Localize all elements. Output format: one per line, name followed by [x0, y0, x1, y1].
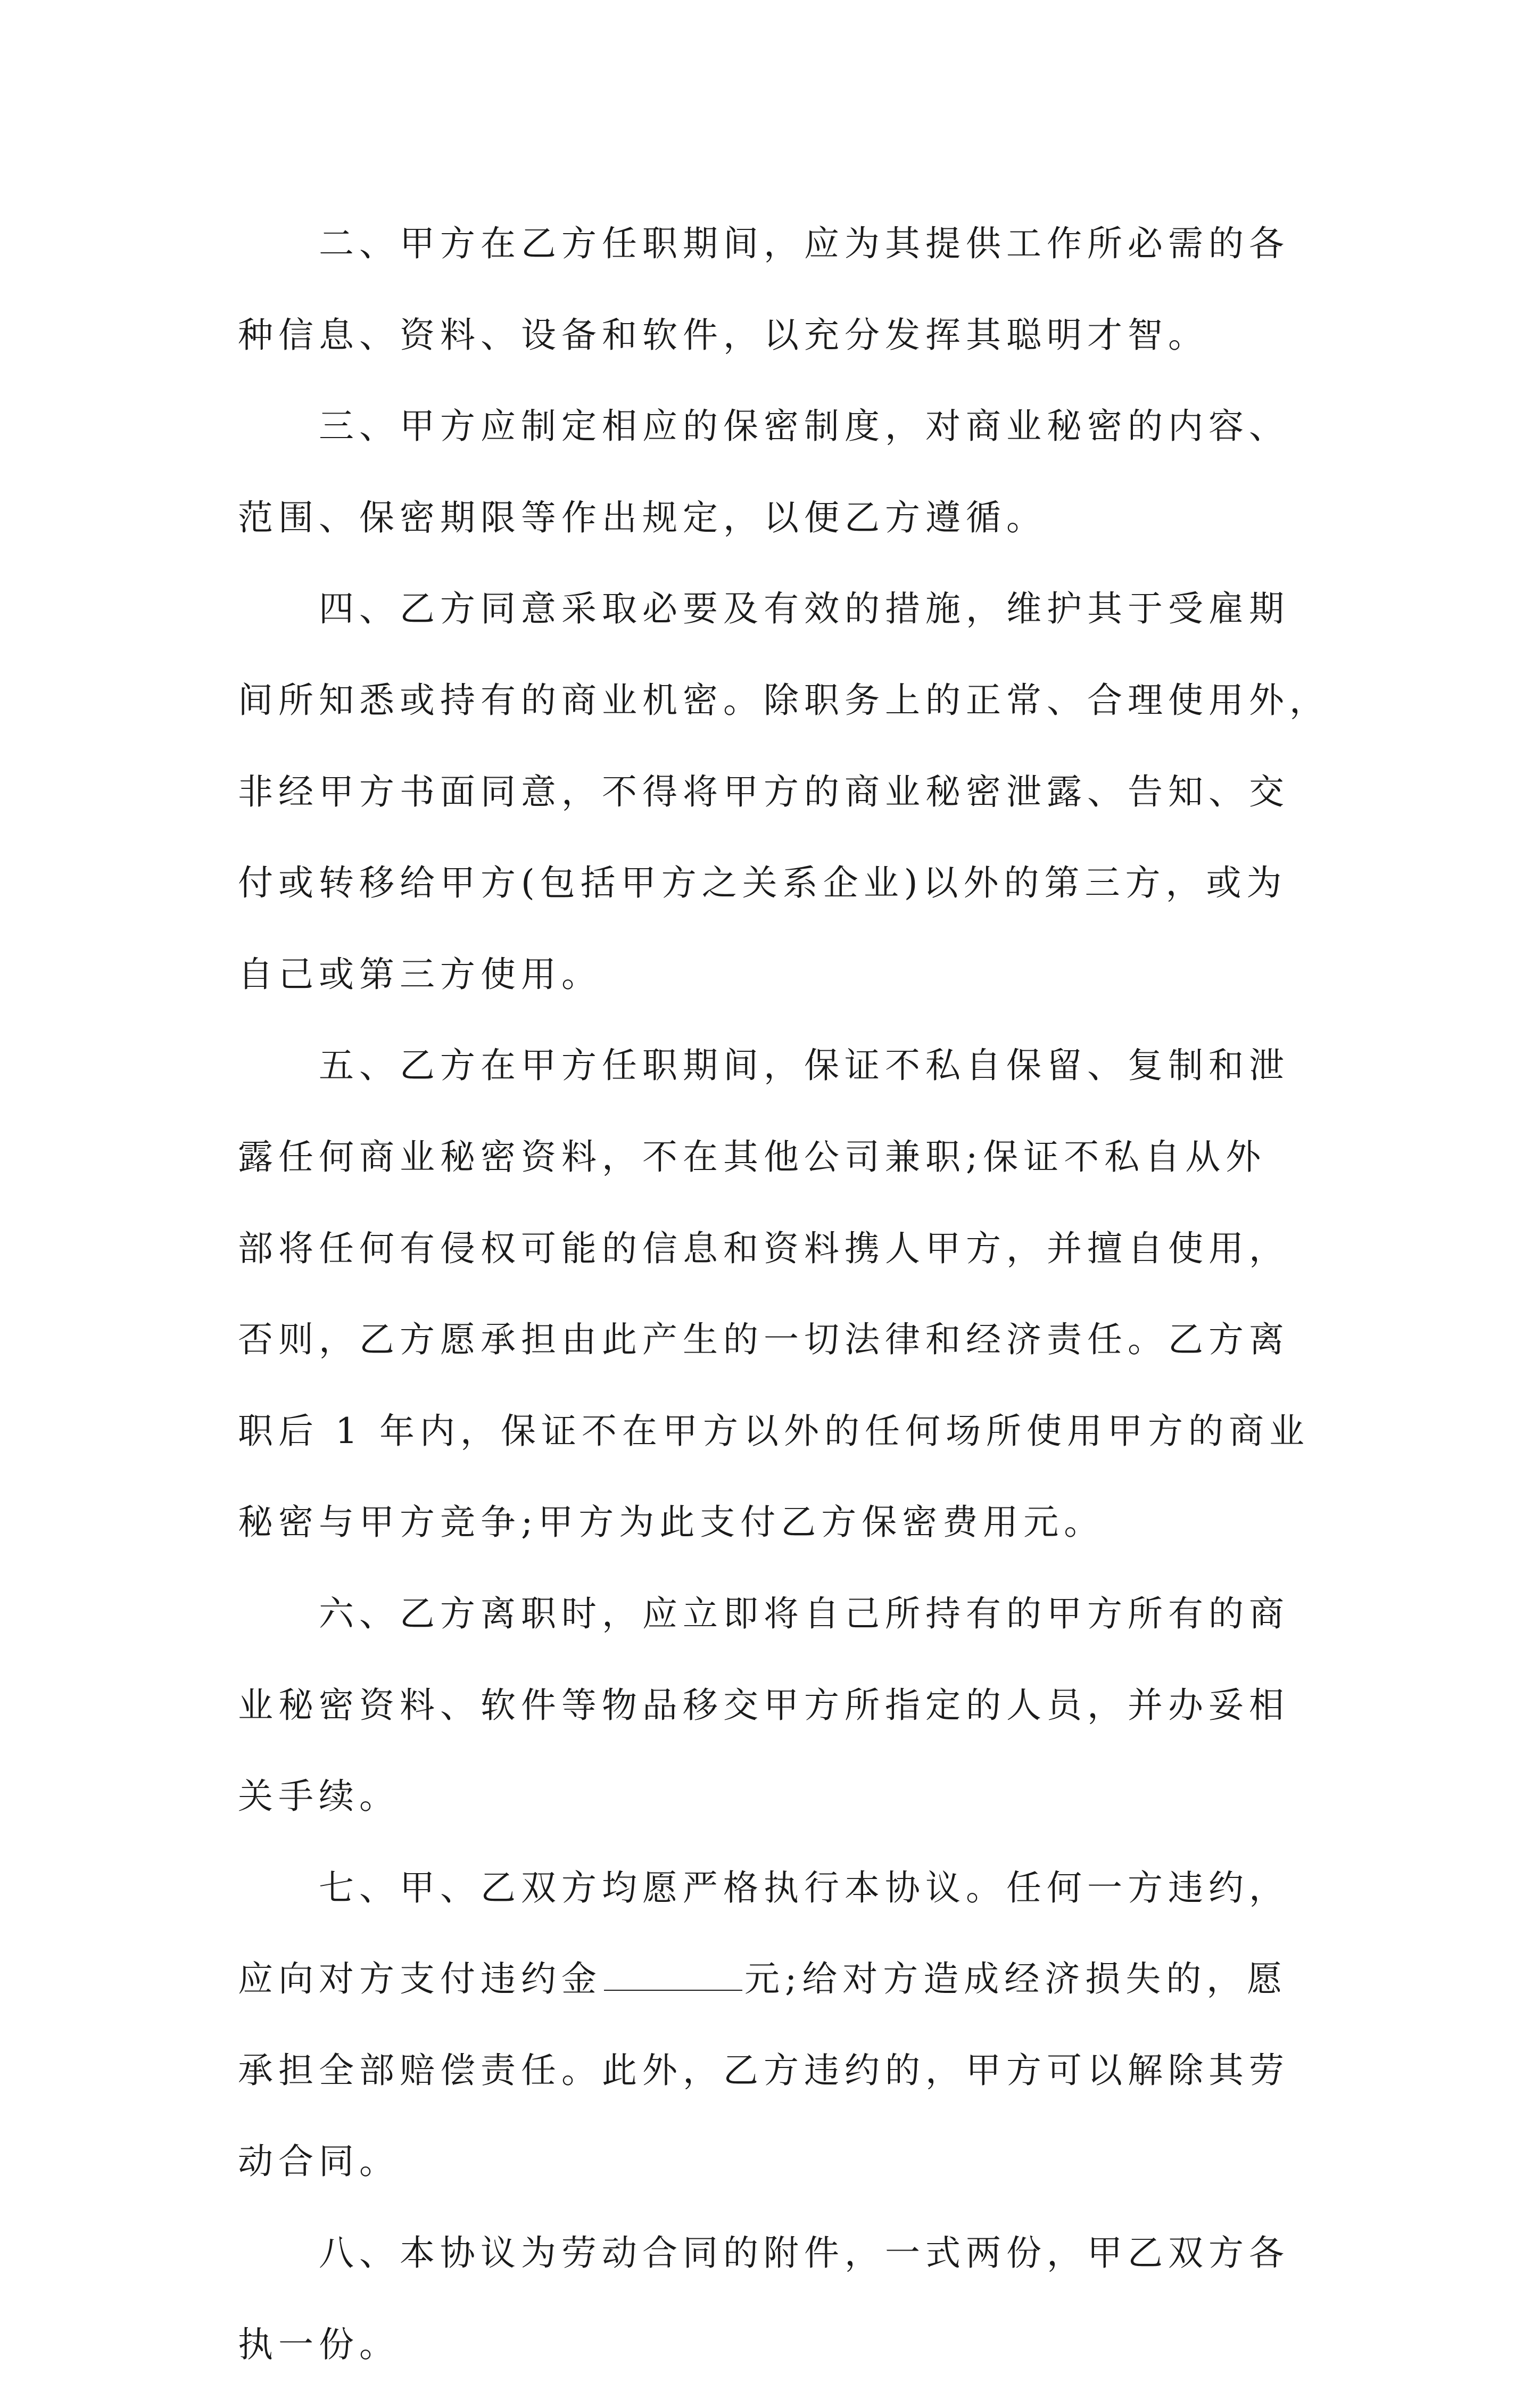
text-line: 三、甲方应制定相应的保密制度，对商业秘密的内容、 [319, 406, 1289, 447]
clause-3 [238, 381, 1302, 563]
text-line: 五、乙方在甲方任职期间，保证不私自保留、复制和泄 [319, 1045, 1289, 1086]
text-line: 范围、保密期限等作出规定，以便乙方遵循。 [238, 497, 1047, 538]
text-line: 执一份。 [238, 2323, 400, 2365]
clause-8 [238, 2207, 1302, 2390]
text-line: 承担全部赔偿责任。此外，乙方违约的，甲方可以解除其劳 [238, 2049, 1289, 2091]
text-line: 付或转移给甲方(包括甲方之关系企业)以外的第三方，或为 [238, 862, 1287, 904]
text-line: 六、乙方离职时，应立即将自己所持有的甲方所有的商 [319, 1593, 1289, 1634]
text-line-with-blank [157, 1933, 1302, 2025]
blank-suffix-text: 元;给对方造成经济损失的，愿 [744, 1958, 1288, 2000]
text-line: 非经甲方书面同意，不得将甲方的商业秘密泄露、告知、交 [238, 771, 1289, 812]
text-line: 部将任何有侵权可能的信息和资料携人甲方，并擅自使用， [238, 1227, 1289, 1269]
clause-7 [238, 1842, 1302, 2207]
text-line: 八、本协议为劳动合同的附件，一式两份，甲乙双方各 [319, 2232, 1289, 2274]
document-body [238, 198, 1330, 2390]
text-line: 秘密与甲方竞争;甲方为此支付乙方保密费用元。 [238, 1502, 1105, 1543]
text-line: 业秘密资料、软件等物品移交甲方所指定的人员，并办妥相 [238, 1684, 1289, 1726]
blank-prefix-text: 应向对方支付违约金 [238, 1958, 602, 2000]
clause-4 [238, 563, 1330, 1020]
text-line: 二、甲方在乙方任职期间，应为其提供工作所必需的各 [319, 223, 1289, 264]
text-line: 职后 1 年内，保证不在甲方以外的任何场所使用甲方的商业 [238, 1410, 1310, 1452]
text-line: 露任何商业秘密资料，不在其他公司兼职;保证不私自从外 [238, 1136, 1266, 1177]
text-line: 间所知悉或持有的商业机密。除职务上的正常、合理使用外， [238, 679, 1330, 721]
text-line: 否则，乙方愿承担由此产生的一切法律和经济责任。乙方离 [238, 1319, 1289, 1361]
clause-6 [238, 1568, 1302, 1842]
clause-2 [238, 198, 1302, 381]
penalty-amount-blank [604, 1962, 742, 1991]
text-line: 七、甲、乙双方均愿严格执行本协议。任何一方违约， [319, 1867, 1289, 1908]
text-line: 自己或第三方使用。 [238, 953, 602, 995]
text-line: 四、乙方同意采取必要及有效的措施，维护其于受雇期 [319, 588, 1289, 630]
text-line: 种信息、资料、设备和软件，以充分发挥其聪明才智。 [238, 314, 1208, 356]
clause-5 [238, 1020, 1310, 1568]
text-line: 关手续。 [238, 1776, 400, 1817]
text-line: 动合同。 [238, 2141, 400, 2182]
